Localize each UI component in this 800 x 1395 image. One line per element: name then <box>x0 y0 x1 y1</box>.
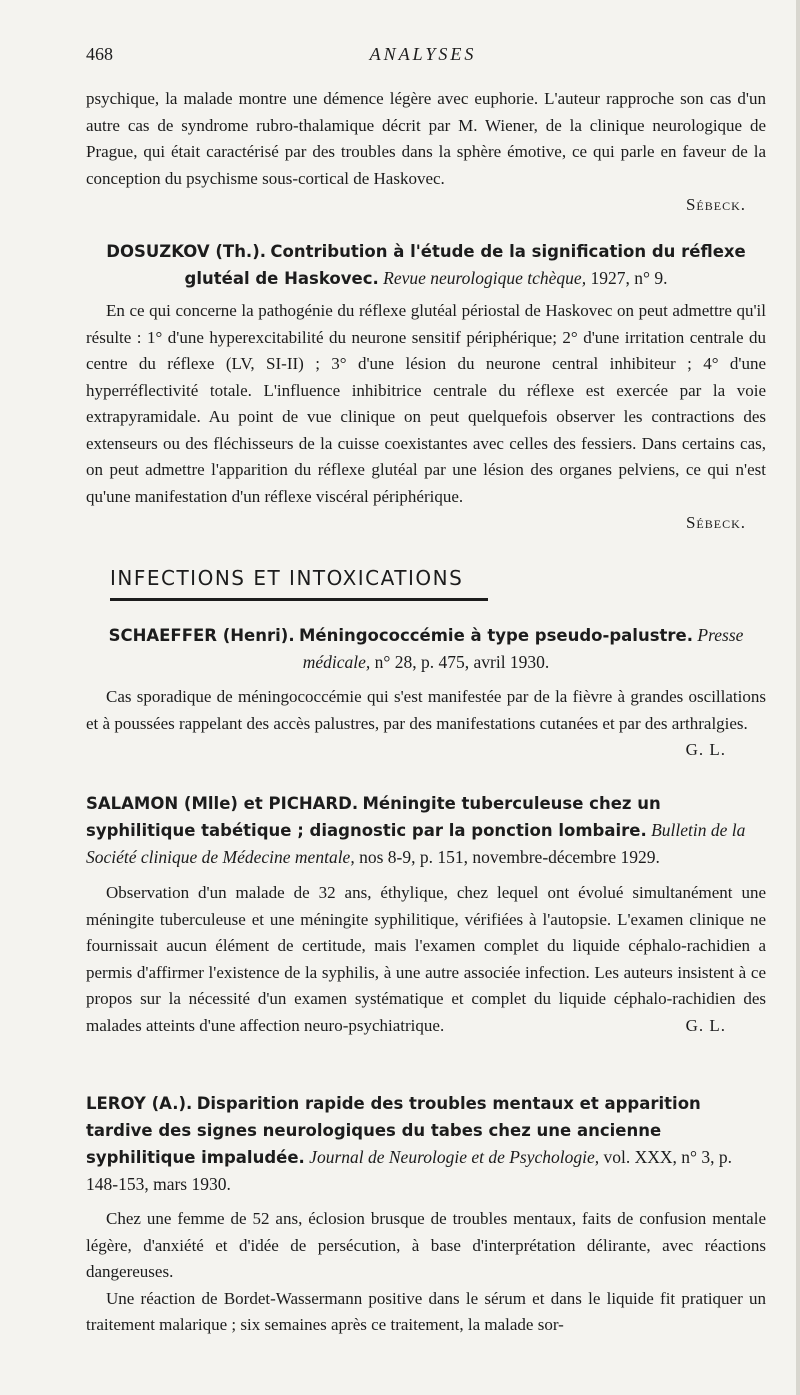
intro-text: psychique, la malade montre une démence légère avec euphorie. L'auteur rapproche son cas d'un autre cas de syndrome rubro-thalamique décrit par M. Wiener, de la clinique neurologique de Prague, qui était caractérisé par des troubles dans la sphère émotive, ce qui parle en faveur de la conception du psychisme sous-cortical de Haskovec. <box>86 89 766 188</box>
entry-journal: Journal de Neurologie et de Psychologie, <box>309 1147 600 1167</box>
entry-authors: LEROY (A.). <box>86 1094 193 1113</box>
signature: G. L. <box>685 1015 726 1035</box>
entry-citation: n° 28, p. 475, avril 1930. <box>374 652 550 672</box>
entry-body-text: Une réaction de Bordet-Wassermann positive dans le sérum et dans le liquide fit pratiquer un traitement malarique ; six semaines après ce traitement, la malade sor- <box>86 1288 766 1334</box>
entry-body <box>86 684 766 764</box>
section-heading: INFECTIONS ET INTOXICATIONS <box>110 566 464 590</box>
entry-body <box>86 880 766 1039</box>
entry-title: Méningococcémie à type pseudo-palustre. <box>298 626 694 645</box>
entry-body <box>86 1206 766 1339</box>
entry-body-text: Cas sporadique de méningococcémie qui s'est manifestée par de la fièvre à grandes oscillations et à poussées rappelant des accès palustres, par des manifestations cutanées et par des arthralgies. G. L. <box>86 684 766 737</box>
intro-paragraph <box>86 86 766 219</box>
entry-heading <box>86 790 766 871</box>
entry-title: Disparition rapide des troubles mentaux et apparition tardive des signes neurologiques du tabes chez une ancienne syphilitique impaludée. <box>86 1094 701 1167</box>
entry-journal: Presse médicale, <box>302 625 744 672</box>
entry-journal: Revue neurologique tchèque, <box>383 268 587 288</box>
signature: Sébeck. <box>685 513 746 532</box>
entry-citation: vol. XXX, n° 3, p. 148-153, mars 1930. <box>86 1147 733 1194</box>
page-number: 468 <box>86 44 113 64</box>
entry-body-text: Chez une femme de 52 ans, éclosion brusque de troubles mentaux, faits de confusion mentale légère, d'anxiété et d'idée de persécution, à base d'interprétation délirante, avec réactions dangereuses. <box>86 1209 766 1281</box>
entry-citation: nos 8-9, p. 151, novembre-décembre 1929. <box>359 847 660 867</box>
entry-heading <box>86 622 766 676</box>
entry-body-text: En ce qui concerne la pathogénie du réflexe glutéal périostal de Haskovec on peut admettre qu'il résulte : 1° d'une hyperexcitabilité du neurone sensitif périphérique; 2° d'une irritation centrale du centre du réflexe (LV, SI-II) ; 3° d'une lésion du neurone central inhibiteur ; 4° d'une hyperréflectivité totale. L'influence inhibitrice centrale du réflexe est exercée par la voie extrapyramidale. Au point de vue clinique on peut quelquefois observer les contractions des extenseurs ou des fléchisseurs de la cuisse coexistantes avec celles des fessiers. Dans certains cas, on peut admettre l'apparition du réflexe glutéal par une lésion des organes pelviens, ce qui n'est qu'une manifestation d'un réflexe viscéral périphérique. <box>86 301 766 506</box>
page-edge <box>796 0 800 1395</box>
entry-authors: SCHAEFFER (Henri). <box>108 626 295 645</box>
entry-journal: Bulletin de la Société clinique de Médecine mentale, <box>86 820 746 867</box>
page-header <box>86 44 760 72</box>
running-head: ANALYSES <box>369 44 477 64</box>
entry-heading <box>86 238 766 292</box>
entry-title: Contribution à l'étude de la signification du réflexe glutéal de Haskovec. <box>184 242 746 288</box>
entry-citation: 1927, n° 9. <box>590 268 668 288</box>
section-rule <box>110 598 488 601</box>
entry-body-text: Observation d'un malade de 32 ans, éthylique, chez lequel ont évolué simultanément une méningite tuberculeuse et une méningite syphilitique, vérifiées à l'autopsie. L'examen clinique ne fournissait aucun élément de certitude, mais l'examen complet du liquide céphalo-rachidien a permis d'affirmer l'existence de la syphilis, à une autre associée infection. Les auteurs insistent à ce propos sur la nécessité d'un examen systématique et complet du liquide céphalo-rachidien des malades atteints d'une affection neuro-psychiatrique. G. L. <box>86 880 766 1039</box>
entry-heading <box>86 1090 766 1198</box>
entry-body <box>86 298 766 537</box>
signature: Sébeck. <box>685 195 746 214</box>
signature: G. L. <box>685 740 726 759</box>
entry-authors: DOSUZKOV (Th.). <box>106 242 267 261</box>
entry-authors: SALAMON (Mlle) et PICHARD. <box>86 794 359 813</box>
entry-title: Méningite tuberculeuse chez un syphilitique tabétique ; diagnostic par la ponction lombaire. <box>86 794 661 840</box>
